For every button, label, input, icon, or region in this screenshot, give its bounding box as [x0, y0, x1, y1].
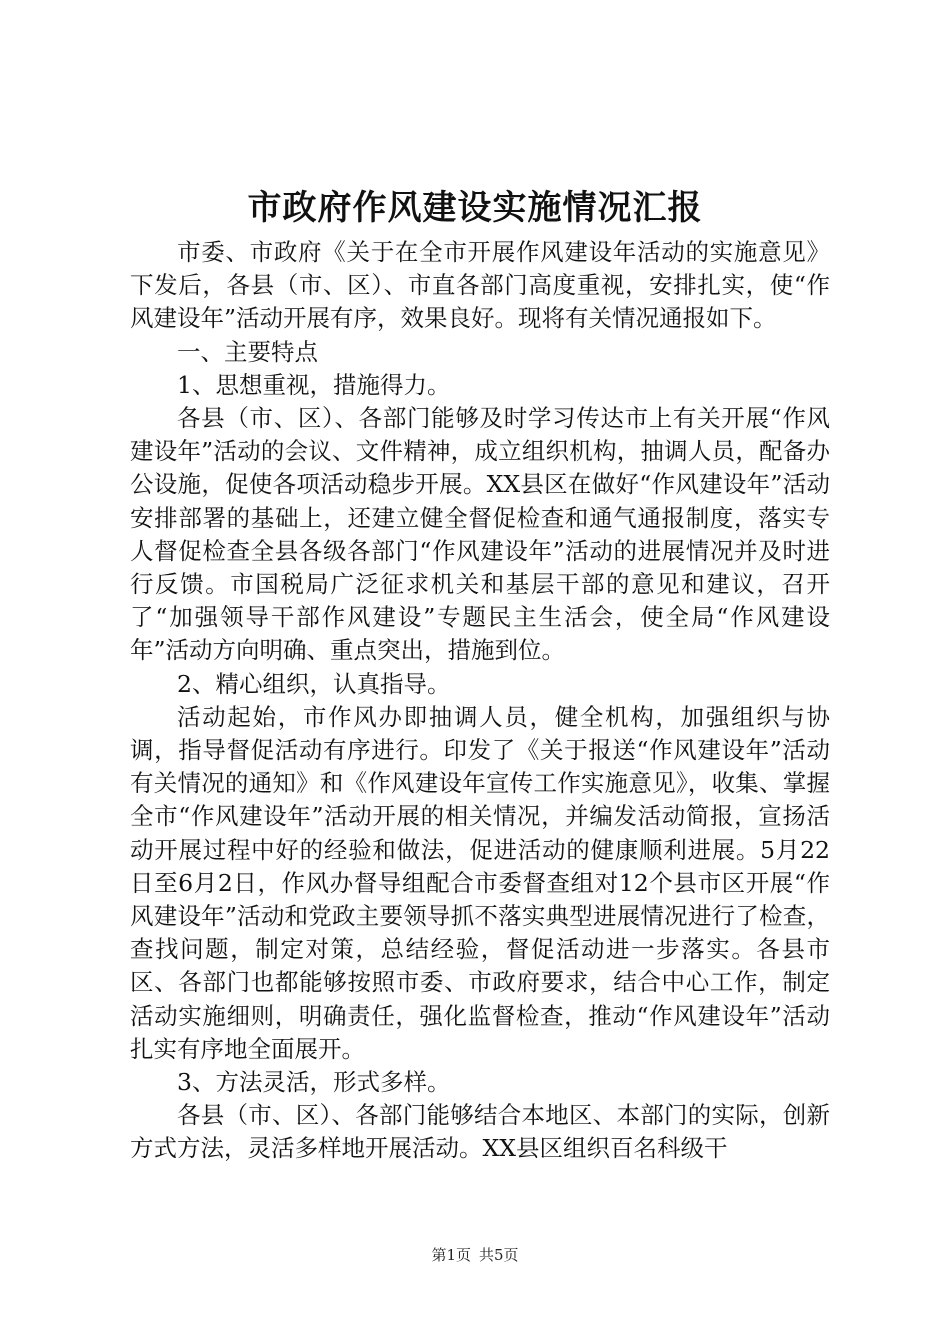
subheading-1: 1、思想重视，措施得力。 — [177, 370, 451, 399]
page-number: 第1页 — [431, 1246, 471, 1264]
paragraph-1: 各县（市、区）、各部门能够及时学习传达市上有关开展“作风建设年”活动的会议、文件精神，成立组织机构，抽调人员，配备办公设施，促使各项活动稳步开展。XX县区在做好“作风建设年”活动安排部署的基础上，还建立健全督促检查和通气通报制度，落实专人督促检查全县各级各部门“作风建设年”活动的进展情况并及时进行反馈。市国税局广泛征求机关和基层干部的意见和建议，召开了“加强领导干部作风建设”专题民主生活会，使全局“作风建设年”活动方向明确、重点突出，措施到位。 — [130, 404, 830, 665]
document-body — [130, 236, 830, 1166]
section-heading-main-features: 一、主要特点 — [177, 337, 318, 366]
paragraph-3: 各县（市、区）、各部门能够结合本地区、本部门的实际，创新方式方法，灵活多样地开展活动。XX县区组织百名科级干 — [130, 1101, 830, 1163]
page-total: 共5页 — [479, 1246, 519, 1264]
document-title: 市政府作风建设实施情况汇报 — [247, 188, 703, 228]
subheading-3: 3、方法灵活，形式多样。 — [177, 1068, 451, 1097]
intro-paragraph: 市委、市政府《关于在全市开展作风建设年活动的实施意见》下发后，各县（市、区）、市直各部门高度重视，安排扎实，使“作风建设年”活动开展有序，效果良好。现将有关情况通报如下。 — [130, 238, 830, 333]
subheading-2: 2、精心组织，认真指导。 — [177, 669, 451, 698]
paragraph-2: 活动起始，市作风办即抽调人员，健全机构，加强组织与协调，指导督促活动有序进行。印发了《关于报送“作风建设年”活动有关情况的通知》和《作风建设年宣传工作实施意见》，收集、掌握全市“作风建设年”活动开展的相关情况，并编发活动简报，宣扬活动开展过程中好的经验和做法，促进活动的健康顺利进展。5月22日至6月2日，作风办督导组配合市委督查组对12个县市区开展“作风建设年”活动和党政主要领导抓不落实典型进展情况进行了检查，查找问题，制定对策，总结经验，督促活动进一步落实。各县市区、各部门也都能够按照市委、市政府要求，结合中心工作，制定活动实施细则，明确责任，强化监督检查，推动“作风建设年”活动扎实有序地全面展开。 — [130, 702, 830, 1063]
page-footer — [0, 1244, 950, 1265]
